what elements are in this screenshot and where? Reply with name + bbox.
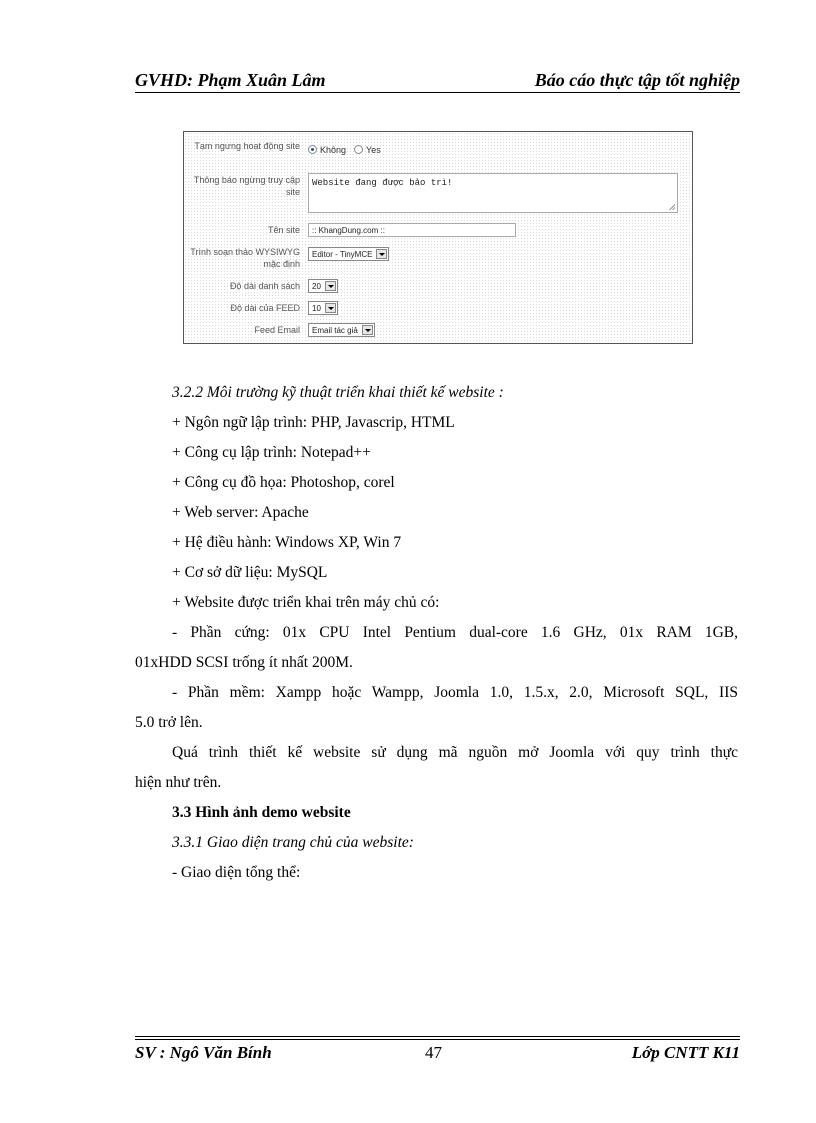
footer-student: SV : Ngô Văn Bính bbox=[135, 1043, 272, 1062]
list-length-label: Độ dài danh sách bbox=[229, 281, 300, 291]
page-number: 47 bbox=[425, 1043, 442, 1062]
heading-3-3-1: 3.3.1 Giao diện trang chủ của website: bbox=[172, 834, 414, 851]
feed-length-value: 10 bbox=[312, 303, 321, 313]
item-programming-language: + Ngôn ngữ lập trình: PHP, Javascrip, HTML bbox=[172, 414, 455, 431]
feed-email-select[interactable] bbox=[308, 323, 375, 337]
dropdown-arrow-icon[interactable] bbox=[362, 325, 373, 335]
offline-message-label: Thông báo ngừng truy cập site bbox=[193, 175, 300, 197]
hardware-line-2: 01xHDD SCSI trống ít nhất 200M. bbox=[135, 654, 353, 671]
software-line-2: 5.0 trở lên. bbox=[135, 714, 203, 731]
heading-3-3: 3.3 Hình ảnh demo website bbox=[172, 804, 351, 821]
process-line-1: Quá trình thiết kế website sử dụng mã nguồn mở Joomla với quy trình thực bbox=[172, 744, 738, 761]
feed-email-label: Feed Email bbox=[254, 325, 300, 335]
page-header bbox=[135, 70, 740, 92]
software-line-1: - Phần mềm: Xampp hoặc Wampp, Joomla 1.0, 1.5.x, 2.0, Microsoft SQL, IIS bbox=[172, 684, 738, 701]
hardware-line-1: - Phần cứng: 01x CPU Intel Pentium dual-core 1.6 GHz, 01x RAM 1GB, bbox=[172, 624, 738, 641]
editor-select[interactable] bbox=[308, 247, 389, 261]
list-length-select[interactable] bbox=[308, 279, 338, 293]
item-operating-system: + Hệ điều hành: Windows XP, Win 7 bbox=[172, 534, 402, 551]
item-server-intro: + Website được triển khai trên máy chủ có: bbox=[172, 594, 440, 611]
page-footer bbox=[135, 1043, 740, 1067]
item-database: + Cơ sở dữ liệu: MySQL bbox=[172, 564, 328, 581]
footer-divider bbox=[135, 1036, 740, 1037]
offline-radio-no[interactable] bbox=[308, 145, 317, 154]
feed-length-label: Độ dài của FEED bbox=[230, 303, 300, 313]
editor-value: Editor - TinyMCE bbox=[312, 249, 373, 259]
offline-message-value: Website đang được bảo trì! bbox=[312, 178, 453, 188]
header-divider bbox=[135, 92, 740, 93]
offline-message-textarea[interactable] bbox=[308, 173, 678, 213]
footer-divider bbox=[135, 1039, 740, 1040]
settings-screenshot bbox=[183, 131, 693, 344]
site-name-input[interactable]: :: KhangDung.com :: bbox=[308, 223, 516, 237]
header-supervisor: GVHD: Phạm Xuân Lâm bbox=[135, 70, 326, 90]
offline-radio-yes[interactable] bbox=[354, 145, 363, 154]
header-report-title: Báo cáo thực tập tốt nghiệp bbox=[534, 70, 740, 90]
editor-label: Trình soạn thảo WYSIWYG mặc định bbox=[190, 247, 300, 269]
feed-length-select[interactable] bbox=[308, 301, 338, 315]
heading-3-2-2: 3.2.2 Môi trường kỹ thuật triển khai thiết kế website : bbox=[172, 384, 504, 401]
item-programming-tool: + Công cụ lập trình: Notepad++ bbox=[172, 444, 371, 461]
resize-grip-icon[interactable] bbox=[669, 204, 675, 210]
feed-email-value: Email tác giả bbox=[312, 325, 358, 335]
dropdown-arrow-icon[interactable] bbox=[325, 281, 336, 291]
dropdown-arrow-icon[interactable] bbox=[376, 249, 387, 259]
offline-radio-group bbox=[308, 144, 389, 155]
item-graphics-tool: + Công cụ đồ họa: Photoshop, corel bbox=[172, 474, 395, 491]
list-length-value: 20 bbox=[312, 281, 321, 291]
footer-class: Lớp CNTT K11 bbox=[631, 1043, 740, 1062]
offline-option-yes: Yes bbox=[366, 144, 381, 155]
site-name-label: Tên site bbox=[267, 225, 300, 235]
process-line-2: hiện như trên. bbox=[135, 774, 222, 791]
offline-label: Tạm ngưng hoạt động site bbox=[194, 141, 300, 151]
item-overall-interface: - Giao diện tổng thể: bbox=[172, 864, 301, 881]
item-web-server: + Web server: Apache bbox=[172, 504, 309, 521]
dropdown-arrow-icon[interactable] bbox=[325, 303, 336, 313]
offline-option-no: Không bbox=[320, 144, 347, 155]
